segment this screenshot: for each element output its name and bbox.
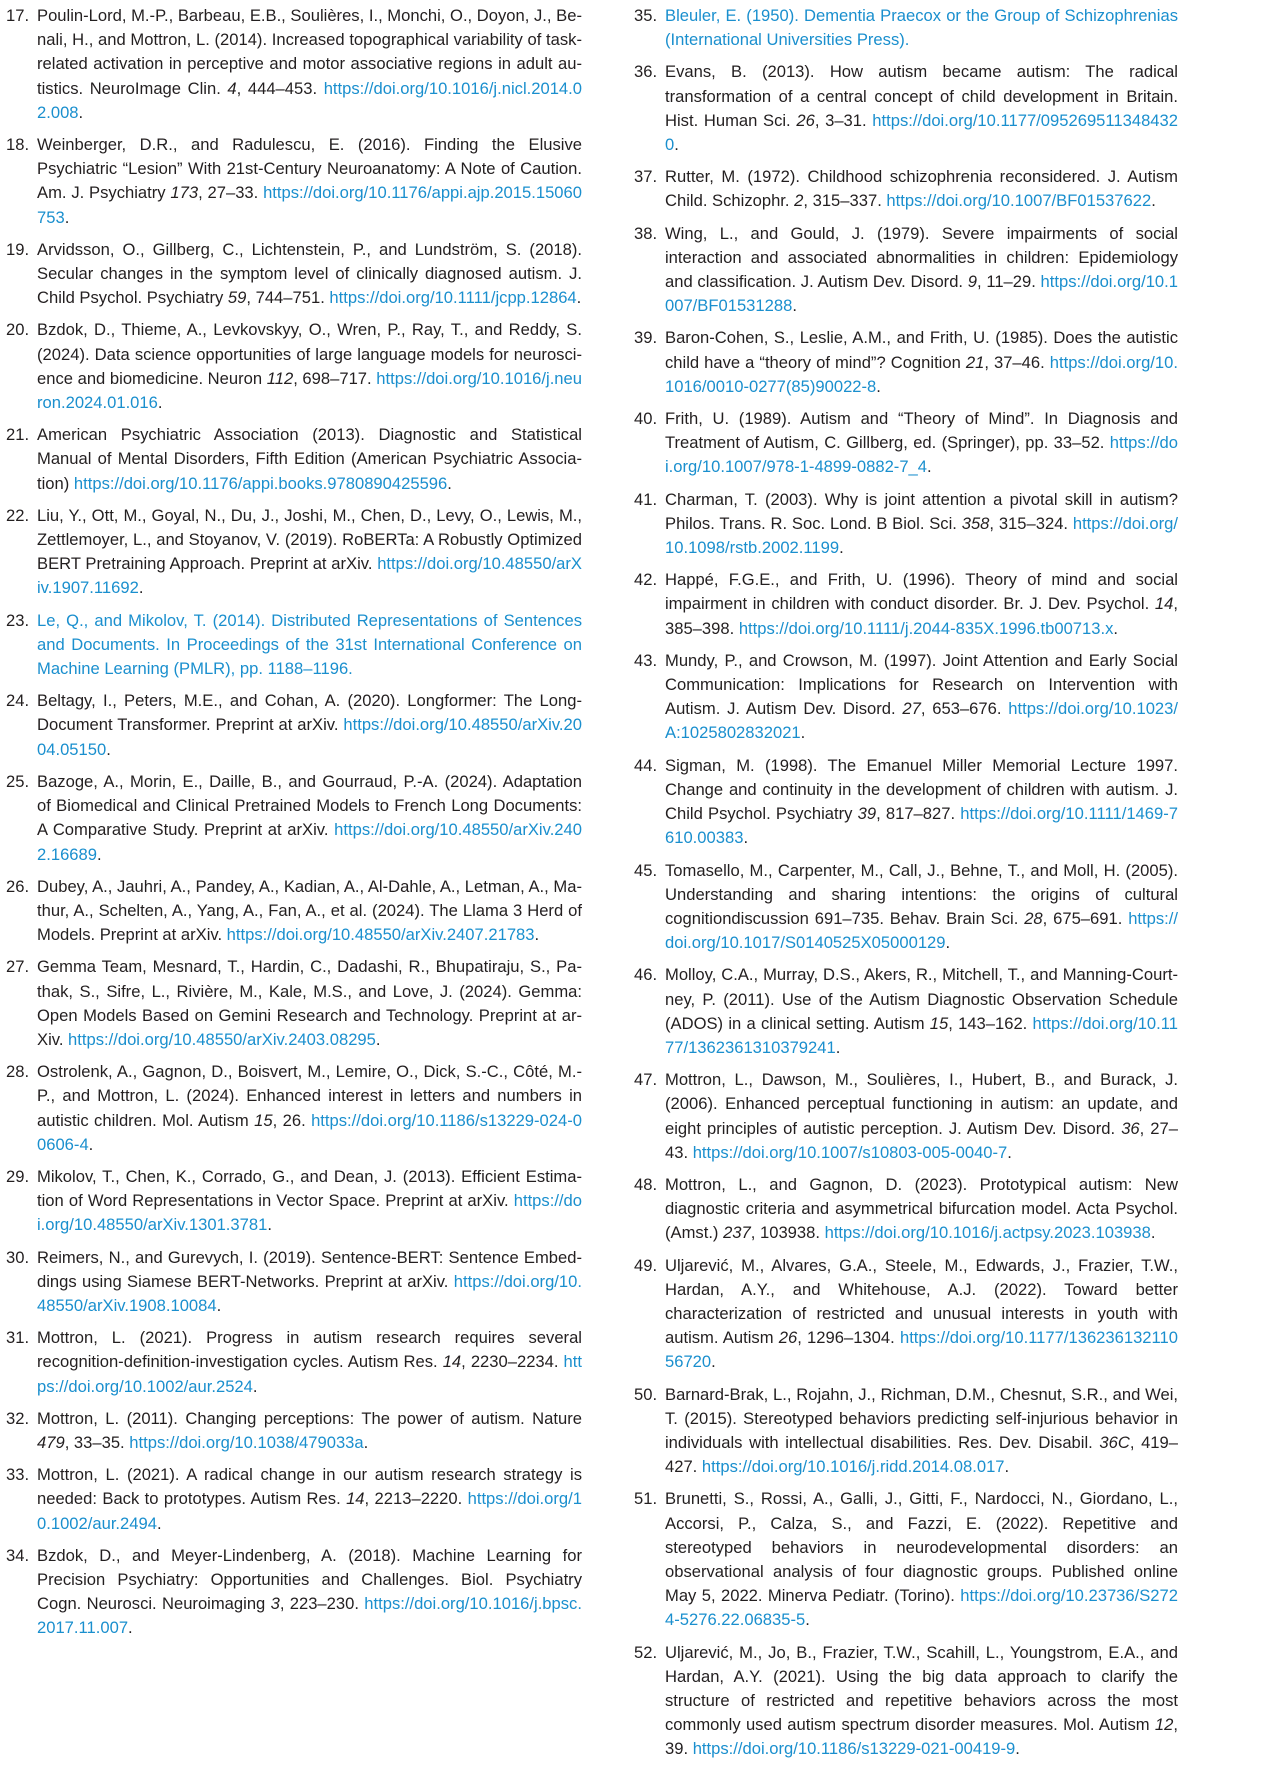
reference-item (634, 1068, 1178, 1165)
reference-text (37, 320, 582, 412)
doi-link[interactable]: https://doi.org/10.1186/s13229-024-00606-4 (37, 1110, 582, 1154)
reference-end-punct: . (375, 1029, 381, 1049)
reference-volume: 15 (254, 1110, 273, 1130)
reference-citation: Bzdok, D., and Meyer-Lindenberg, A. (2018). Machine Learning for Precision Psychiatry: Opportunities and Challenges. Biol. Psychiatry Cogn. Neurosci. Neuroimaging (37, 1545, 582, 1614)
reference-citation: Frith, U. (1989). Autism and “Theory of Mind”. In Diagnosis and Treatment of Autism, C. Gillberg, ed. (Springer), pp. 33–52. (665, 409, 1178, 453)
reference-text (37, 877, 582, 944)
reference-pages: , 39. (665, 1715, 1178, 1759)
doi-link[interactable]: https://doi.org/10.1111/1469-7610.00383 (665, 804, 1178, 848)
reference-end-punct: . (1015, 1739, 1020, 1759)
reference-item (634, 963, 1178, 1060)
reference-number: 36. (634, 62, 658, 82)
reference-volume: 21 (965, 352, 985, 372)
reference-citation-link[interactable]: Le, Q., and Mikolov, T. (2014). Distributed Representations of Sentences and Documents. In Proceedings of the 31st International Conference on Machine Learning (PMLR), pp. 1188–1196. (37, 610, 582, 679)
reference-citation: Poulin-Lord, M.-P., Barbeau, E.B., Soulières, I., Monchi, O., Doyon, J., Benali, H., and Mottron, L. (2014). Increased topographical variability of task-related activation in perceptive and motor associative regions in adult autistics. NeuroImage Clin. (37, 6, 582, 98)
reference-pages: , 11–29. (977, 272, 1041, 292)
reference-text (665, 1175, 1178, 1242)
doi-link[interactable]: https://doi.org/10.48550/arXiv.2403.08295 (68, 1029, 376, 1049)
reference-end-punct: . (157, 393, 163, 413)
reference-text (37, 1248, 582, 1315)
reference-citation: Gemma Team, Mesnard, T., Hardin, C., Dadashi, R., Bhupatiraju, S., Pathak, S., Sifre, L., Rivière, M., Kale, M.S., and Love, J. (2024). Gemma: Open Models Based on Gemini Research and Technology. Preprint at arXiv. (37, 957, 582, 1049)
reference-citation: Baron-Cohen, S., Leslie, A.M., and Frith, U. (1985). Does the autistic child have a “theory of mind”? Cognition (665, 328, 1178, 372)
reference-citation: American Psychiatric Association (2013). Diagnostic and Statistical Manual of Mental Disorders, Fifth Edition (American Psychiatric Association) (37, 425, 582, 493)
reference-text (665, 1385, 1178, 1477)
reference-text (665, 167, 1178, 210)
doi-link[interactable]: https://doi.org/10.1016/j.ridd.2014.08.017 (701, 1457, 1005, 1477)
reference-volume: 237 (723, 1223, 751, 1243)
reference-number: 26. (6, 876, 30, 896)
reference-number: 43. (634, 650, 658, 670)
reference-item (6, 955, 582, 1052)
reference-citation: Mottron, L. (2021). Progress in autism research requires several recognition-definition-investigation cycles. Autism Res. (37, 1328, 582, 1372)
reference-item (6, 875, 582, 948)
reference-item (634, 1254, 1178, 1375)
reference-citation: Evans, B. (2013). How autism became autism: The radical transformation of a central concept of child development in Britain. Hist. Human Sci. (665, 62, 1178, 130)
reference-volume: 3 (270, 1594, 280, 1614)
reference-end-punct: . (1113, 618, 1119, 638)
reference-text (665, 570, 1178, 637)
reference-item (634, 649, 1178, 746)
reference-volume: 479 (37, 1432, 65, 1452)
reference-number: 32. (6, 1408, 30, 1428)
reference-citation: Weinberger, D.R., and Radulescu, E. (2016). Finding the Elusive Psychiatric “Lesion” With 21st-Century Neuroanatomy: A Note of Caution. Am. J. Psychiatry (37, 135, 582, 203)
reference-pages: , 33–35. (64, 1432, 130, 1452)
reference-pages: , 2213–2220. (364, 1489, 468, 1509)
doi-link[interactable]: https://doi.org/10.1017/S0140525X05000129 (665, 908, 1178, 953)
reference-volume: 28 (1024, 908, 1043, 928)
reference-item (6, 770, 582, 867)
reference-citation: Brunetti, S., Rossi, A., Galli, J., Gitti, F., Nardocci, N., Giordano, L., Accorsi, P., Calza, S., and Fazzi, E. (2022). Repetitive and stereotyped behaviors in neurodevelopmental disorders: an observational analysis of four diagnostic groups. Published online May 5, 2022. Minerva Pediatr. (Torino). (665, 1489, 1178, 1606)
reference-item (634, 326, 1178, 399)
doi-link[interactable]: https://doi.org/10.48550/arXiv.1301.3781 (37, 1191, 582, 1235)
reference-pages: , 385–398. (665, 594, 1178, 638)
reference-text (37, 1465, 582, 1532)
reference-text (37, 135, 582, 227)
reference-citation: Bazoge, A., Morin, E., Daille, B., and Gourraud, P.-A. (2024). Adaptation of Biomedical and Clinical Pretrained Models to French Long Documents: A Comparative Study. Preprint at arXiv. (37, 771, 582, 840)
reference-item (634, 1383, 1178, 1480)
reference-pages: , 223–230. (279, 1594, 365, 1614)
reference-text (37, 1062, 582, 1154)
reference-text (665, 861, 1178, 953)
reference-citation: Sigman, M. (1998). The Emanuel Miller Memorial Lecture 1997. Change and continuity in the development of children with autism. J. Child Psychol. Psychiatry (665, 755, 1178, 824)
reference-volume: 112 (266, 368, 294, 388)
reference-number: 46. (634, 965, 658, 985)
reference-text (665, 6, 1178, 49)
reference-number: 41. (634, 489, 658, 509)
reference-number: 47. (634, 1070, 658, 1090)
reference-item (6, 1544, 582, 1641)
reference-end-punct: . (88, 1134, 94, 1154)
reference-end-punct: . (156, 1513, 162, 1533)
reference-number: 24. (6, 691, 30, 711)
doi-link[interactable]: https://doi.org/10.1002/aur.2494 (37, 1489, 582, 1533)
reference-pages: , 27–43. (665, 1118, 1178, 1162)
reference-citation: Wing, L., and Gould, J. (1979). Severe impairments of social interaction and associated abnormalities in children: Epidemiology and classification. J. Autism Dev. Disord. (665, 223, 1178, 292)
reference-citation: Dubey, A., Jauhri, A., Pandey, A., Kadian, A., Al-Dahle, A., Letman, A., Mathur, A., Schelten, A., Yang, A., Fan, A., et al. (2024). The Llama 3 Herd of Models. Preprint at arXiv. (37, 876, 582, 945)
reference-text (665, 328, 1178, 395)
reference-number: 40. (634, 409, 658, 429)
doi-link[interactable]: https://doi.org/10.1007/BF01531288 (665, 272, 1178, 316)
reference-end-punct: . (252, 1376, 258, 1396)
reference-item (634, 407, 1178, 480)
reference-text (665, 62, 1178, 154)
reference-number: 25. (6, 771, 30, 791)
reference-volume: 12 (1154, 1715, 1174, 1735)
reference-pages: , 2230–2234. (461, 1352, 564, 1372)
reference-item (634, 222, 1178, 319)
reference-end-punct: . (876, 376, 881, 396)
reference-text (665, 1489, 1178, 1629)
reference-text (665, 1256, 1178, 1372)
reference-item (6, 504, 582, 601)
reference-end-punct: . (805, 1610, 810, 1630)
reference-number: 33. (6, 1465, 30, 1485)
reference-citation: Happé, F.G.E., and Frith, U. (1996). Theory of mind and social impairment in children with conduct disorder. Br. J. Dev. Psychol. (665, 570, 1178, 614)
reference-end-punct: . (447, 473, 452, 493)
reference-number: 42. (634, 570, 658, 590)
reference-number: 34. (6, 1545, 30, 1565)
reference-end-punct: . (743, 828, 749, 848)
reference-pages: , 3–31. (814, 110, 873, 130)
reference-end-punct: . (363, 1432, 369, 1452)
reference-number: 18. (6, 135, 30, 155)
reference-text (37, 691, 582, 758)
reference-citation: Uljarević, M., Alvares, G.A., Steele, M., Edwards, J., Frazier, T.W., Hardan, A.Y., and Whitehouse, A.J. (2022). Toward better characterization of restricted and unusual interests in youth with autism. Autism (665, 1255, 1178, 1348)
reference-volume: 39 (857, 804, 877, 824)
reference-volume: 2 (794, 191, 804, 211)
reference-number: 45. (634, 860, 658, 880)
reference-end-punct: . (128, 1618, 133, 1638)
reference-pages: , 26. (272, 1110, 312, 1130)
reference-end-punct: . (576, 288, 582, 308)
doi-link[interactable]: https://doi.org/10.1016/j.nicl.2014.02.008 (37, 78, 582, 122)
reference-end-punct: . (800, 723, 806, 743)
reference-end-punct: . (78, 102, 84, 122)
reference-item (6, 318, 582, 415)
reference-volume: 27 (902, 699, 921, 719)
reference-item (634, 488, 1178, 561)
reference-pages: , 143–162. (948, 1013, 1033, 1033)
doi-link[interactable]: https://doi.org/10.1038/479033a (129, 1432, 364, 1452)
reference-text (37, 6, 582, 122)
doi-link[interactable]: https://doi.org/10.1098/rstb.2002.1199 (665, 513, 1178, 558)
reference-end-punct: . (711, 1352, 716, 1372)
reference-item (634, 859, 1178, 956)
reference-end-punct: . (792, 296, 797, 316)
reference-item (6, 238, 582, 311)
doi-link[interactable]: https://doi.org/10.1177/1362361310379241 (665, 1013, 1178, 1057)
reference-volume: 14 (1154, 594, 1174, 614)
reference-end-punct: . (96, 844, 102, 864)
reference-item (6, 423, 582, 496)
reference-volume: 15 (929, 1013, 949, 1033)
reference-volume: 173 (170, 183, 199, 203)
reference-volume: 26 (796, 110, 815, 130)
reference-number: 21. (6, 425, 30, 445)
doi-link[interactable]: https://doi.org/10.48550/arXiv.1908.10084 (37, 1271, 582, 1315)
reference-text (37, 425, 582, 492)
reference-end-punct: . (138, 578, 144, 598)
reference-column-left (6, 4, 582, 1649)
reference-end-punct: . (1004, 1457, 1010, 1477)
reference-volume: 358 (961, 513, 990, 533)
reference-number: 35. (634, 6, 658, 25)
doi-link[interactable]: https://doi.org/10.1016/j.actpsy.2023.103938 (824, 1223, 1151, 1243)
reference-citation: Liu, Y., Ott, M., Goyal, N., Du, J., Joshi, M., Chen, D., Levy, O., Lewis, M., Zettlemoyer, L., and Stoyanov, V. (2019). RoBERTa: A Robustly Optimized BERT Pretraining Approach. Preprint at arXiv. (37, 505, 582, 574)
reference-item (6, 1060, 582, 1157)
doi-link[interactable]: https://doi.org/10.1111/j.2044-835X.1996.tb00713.x (738, 618, 1114, 638)
reference-text (37, 1546, 582, 1638)
doi-link[interactable]: https://doi.org/10.1007/BF01537622 (886, 191, 1152, 211)
reference-citation: Uljarević, M., Jo, B., Frazier, T.W., Scahill, L., Youngstrom, E.A., and Hardan, A.Y. (2021). Using the big data approach to clarify the structure of restricted and repetitive behaviors across the most commonly used autism spectrum disorder measures. Mol. Autism (665, 1642, 1178, 1735)
reference-end-punct: . (64, 207, 70, 227)
doi-link[interactable]: https://doi.org/10.48550/arXiv.1907.11692 (37, 554, 582, 598)
reference-end-punct: . (674, 135, 679, 155)
reference-end-punct: . (1150, 1223, 1156, 1243)
reference-volume: 59 (227, 288, 247, 308)
reference-number: 20. (6, 320, 30, 340)
reference-text (37, 1328, 582, 1395)
doi-link[interactable]: https://doi.org/10.1186/s13229-021-00419-9 (692, 1739, 1016, 1759)
reference-text (665, 651, 1178, 743)
reference-number: 17. (6, 6, 30, 25)
reference-text (37, 240, 582, 307)
reference-column-right (634, 4, 1178, 1770)
doi-link[interactable]: https://doi.org/10.23736/S2724-5276.22.06835-5 (665, 1586, 1178, 1630)
reference-item (634, 1487, 1178, 1632)
reference-pages: , 37–46. (984, 352, 1050, 372)
reference-pages: , 315–337. (803, 191, 887, 211)
reference-end-punct: . (927, 457, 932, 477)
reference-number: 38. (634, 223, 658, 243)
doi-link[interactable]: https://doi.org/10.1007/s10803-005-0040-7 (692, 1142, 1008, 1162)
doi-link[interactable]: https://doi.org/10.1007/978-1-4899-0882-7_4 (665, 433, 1178, 477)
reference-citation: Molloy, C.A., Murray, D.S., Akers, R., Mitchell, T., and Manning-Courtney, P. (2011). Use of the Autism Diagnostic Observation Schedule (ADOS) in a clinical setting. Autism (665, 965, 1178, 1033)
reference-item (634, 568, 1178, 641)
reference-item (6, 1326, 582, 1399)
reference-text (37, 957, 582, 1049)
reference-citation: Barnard-Brak, L., Rojahn, J., Richman, D.M., Chesnut, S.R., and Wei, T. (2015). Stereotyped behaviors predicting self-injurious behavior in individuals with intellectual disabilities. Res. Dev. Disabil. (665, 1384, 1178, 1452)
reference-number: 50. (634, 1384, 658, 1404)
reference-volume: 36C (1099, 1432, 1130, 1452)
doi-link[interactable]: https://doi.org/10.1111/jcpp.12864 (329, 288, 577, 308)
reference-text (37, 1409, 582, 1452)
reference-item (634, 1173, 1178, 1246)
reference-end-punct: . (216, 1295, 222, 1315)
reference-text (37, 772, 582, 864)
reference-pages: , 27–33. (198, 183, 264, 203)
reference-text (37, 1167, 582, 1234)
reference-volume: 14 (442, 1352, 462, 1372)
reference-end-punct: . (534, 925, 540, 945)
reference-item (634, 754, 1178, 851)
reference-end-punct: . (835, 1037, 841, 1057)
reference-text (665, 1070, 1178, 1162)
reference-volume: 9 (967, 272, 977, 292)
reference-citation-link[interactable]: Bleuler, E. (1950). Dementia Praecox or the Group of Schizophrenias (International Universities Press). (665, 6, 1178, 50)
reference-item (6, 689, 582, 762)
reference-text (665, 756, 1178, 848)
reference-number: 22. (6, 505, 30, 525)
reference-pages: , 103938. (750, 1223, 825, 1243)
reference-number: 52. (634, 1642, 658, 1662)
reference-citation: Mundy, P., and Crowson, M. (1997). Joint Attention and Early Social Communication: Implications for Research on Intervention with Autism. J. Autism Dev. Disord. (665, 650, 1178, 719)
reference-citation: Charman, T. (2003). Why is joint attention a pivotal skill in autism? Philos. Trans. R. Soc. Lond. B Biol. Sci. (665, 489, 1178, 533)
reference-pages: , 653–676. (920, 699, 1009, 719)
reference-end-punct: . (1007, 1142, 1012, 1162)
reference-text (665, 1643, 1178, 1759)
reference-item (6, 1407, 582, 1455)
doi-link[interactable]: https://doi.org/10.1023/A:1025802832021 (665, 699, 1178, 743)
reference-number: 48. (634, 1174, 658, 1194)
reference-volume: 14 (346, 1489, 365, 1509)
reference-citation: Mottron, L., and Gagnon, D. (2023). Prototypical autism: New diagnostic criteria and asymmetrical bifurcation model. Acta Psychol. (Amst.) (665, 1174, 1178, 1243)
doi-link[interactable]: https://doi.org/10.1016/j.bpsc.2017.11.007 (37, 1594, 582, 1638)
reference-end-punct: . (945, 933, 951, 953)
doi-link[interactable]: https://doi.org/10.1177/13623613211056720 (665, 1328, 1178, 1372)
reference-number: 19. (6, 239, 30, 259)
reference-end-punct: . (267, 1215, 272, 1235)
reference-end-punct: . (1151, 191, 1156, 211)
reference-text (665, 224, 1178, 316)
reference-volume: 4 (227, 78, 237, 98)
reference-item (6, 1165, 582, 1238)
reference-number: 31. (6, 1328, 30, 1348)
reference-text (37, 611, 582, 678)
reference-text (665, 490, 1178, 557)
reference-pages: , 744–751. (246, 288, 330, 308)
reference-citation: Rutter, M. (1972). Childhood schizophrenia reconsidered. J. Autism Child. Schizophr. (665, 167, 1178, 211)
doi-link[interactable]: https://doi.org/10.1177/0952695113484320 (665, 110, 1178, 155)
doi-link[interactable]: https://doi.org/10.1002/aur.2524 (37, 1352, 582, 1396)
reference-number: 44. (634, 755, 658, 775)
reference-citation: Reimers, N., and Gurevych, I. (2019). Sentence-BERT: Sentence Embeddings using Siamese BERT-Networks. Preprint at arXiv. (37, 1247, 582, 1291)
doi-link[interactable]: https://doi.org/10.1016/j.neuron.2024.01.016 (37, 368, 582, 413)
doi-link[interactable]: https://doi.org/10.1176/appi.books.9780890425596 (73, 473, 448, 493)
reference-item (6, 4, 582, 125)
reference-pages: , 1296–1304. (797, 1328, 900, 1348)
reference-pages: , 698–717. (293, 368, 377, 388)
reference-pages: , 315–324. (989, 513, 1073, 533)
reference-item (634, 165, 1178, 213)
reference-item (634, 60, 1178, 157)
doi-link[interactable]: https://doi.org/10.48550/arXiv.2004.05150 (37, 715, 582, 759)
reference-item (634, 4, 1178, 52)
reference-citation: Arvidsson, O., Gillberg, C., Lichtenstein, P., and Lundström, S. (2018). Secular changes in the symptom level of clinically diagnosed autism. J. Child Psychol. Psychiatry (37, 239, 582, 308)
reference-number: 49. (634, 1255, 658, 1275)
reference-number: 39. (634, 328, 658, 348)
reference-text (665, 965, 1178, 1057)
doi-link[interactable]: https://doi.org/10.1176/appi.ajp.2015.15060753 (37, 183, 582, 227)
reference-item (6, 133, 582, 230)
reference-item (6, 609, 582, 682)
doi-link[interactable]: https://doi.org/10.48550/arXiv.2402.16689 (37, 820, 582, 864)
reference-citation: Tomasello, M., Carpenter, M., Call, J., Behne, T., and Moll, H. (2005). Understanding and sharing intentions: the origins of cultural cognitiondiscussion 691–735. Behav. Brain Sci. (665, 860, 1178, 928)
reference-item (634, 1641, 1178, 1762)
reference-citation: Mottron, L. (2021). A radical change in our autism research strategy is needed: Back to prototypes. Autism Res. (37, 1465, 582, 1509)
reference-item (6, 1246, 582, 1319)
doi-link[interactable]: https://doi.org/10.1016/0010-0277(85)90022-8 (665, 352, 1178, 396)
reference-number: 37. (634, 167, 658, 187)
reference-pages: , 817–827. (876, 804, 961, 824)
reference-citation: Mottron, L., Dawson, M., Soulières, I., Hubert, B., and Burack, J. (2006). Enhanced perceptual functioning in autism: an update, and eight principles of autistic perception. J. Autism Dev. Disord. (665, 1070, 1178, 1138)
reference-number: 27. (6, 957, 30, 977)
reference-text (665, 409, 1178, 476)
reference-citation: Bzdok, D., Thieme, A., Levkovskyy, O., Wren, P., Ray, T., and Reddy, S. (2024). Data science opportunities of large language models for neuroscience and biomedicine. Neuron (37, 320, 582, 388)
reference-pages: , 444–453. (236, 78, 324, 98)
reference-end-punct: . (106, 739, 111, 759)
reference-citation: Beltagy, I., Peters, M.E., and Cohan, A. (2020). Longformer: The Long-Document Transformer. Preprint at arXiv. (37, 691, 582, 735)
reference-number: 28. (6, 1062, 30, 1082)
reference-item (6, 1463, 582, 1536)
doi-link[interactable]: https://doi.org/10.48550/arXiv.2407.21783 (226, 925, 535, 945)
reference-pages: , 675–691. (1042, 908, 1129, 928)
reference-volume: 36 (1121, 1118, 1140, 1138)
reference-number: 29. (6, 1166, 30, 1186)
reference-number: 23. (6, 610, 30, 630)
reference-end-punct: . (839, 538, 844, 558)
reference-text (37, 506, 582, 598)
reference-citation: Mottron, L. (2011). Changing perceptions: The power of autism. Nature (37, 1408, 582, 1428)
reference-volume: 26 (778, 1328, 798, 1348)
reference-number: 30. (6, 1247, 30, 1267)
reference-number: 51. (634, 1489, 658, 1509)
reference-pages: , 419–427. (665, 1432, 1178, 1477)
reference-citation: Mikolov, T., Chen, K., Corrado, G., and Dean, J. (2013). Efficient Estimation of Word Representations in Vector Space. Preprint at arXiv. (37, 1166, 582, 1211)
reference-citation: Ostrolenk, A., Gagnon, D., Boisvert, M., Lemire, O., Dick, S.-C., Côté, M.-P., and Mottron, L. (2024). Enhanced interest in letters and numbers in autistic children. Mol. Autism (37, 1062, 582, 1130)
